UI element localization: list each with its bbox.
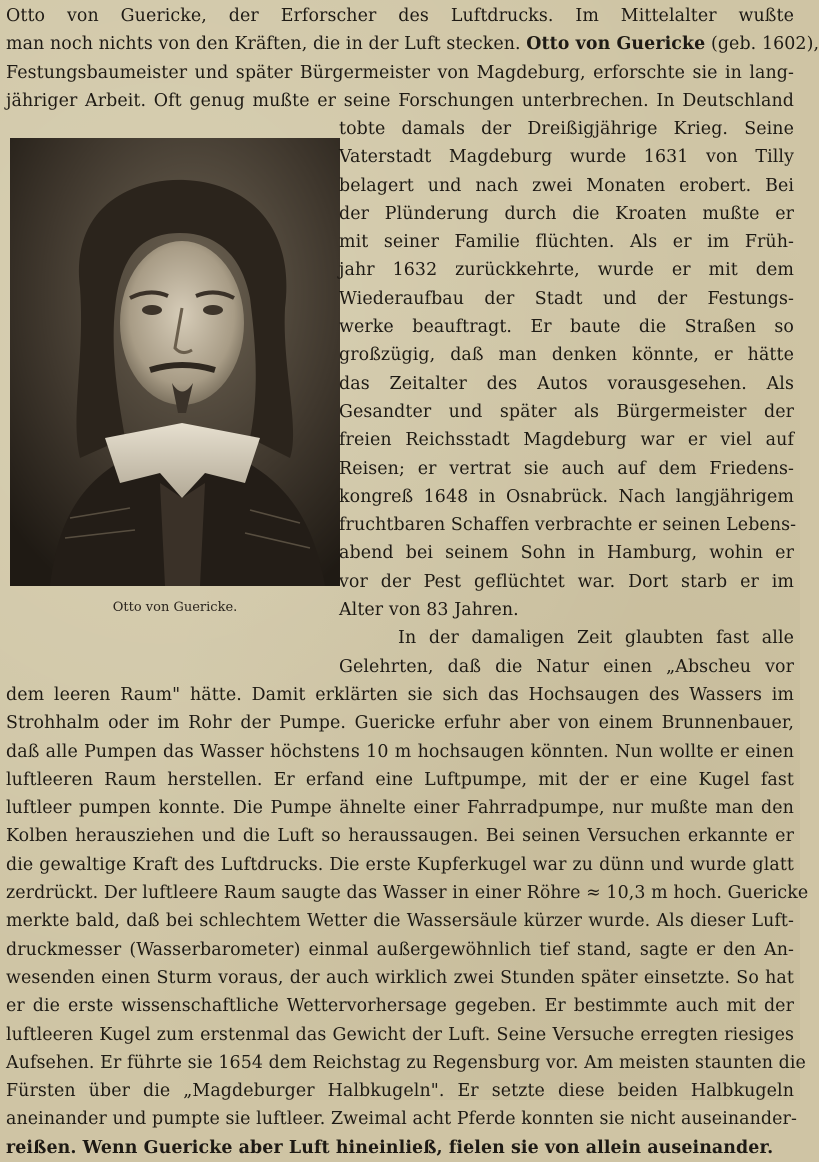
text-segment: jähriger Arbeit. Oft genug mußte er seine Forschungen unterbrechen. In Deutschland xyxy=(6,90,794,111)
text-segment: zerdrückt. Der luftleere Raum saugte das Wasser in einer Röhre ≈ 10,3 m hoch. Guericke xyxy=(6,883,809,904)
text-line: vor der Pest geflüchtet war. Dort starb er im xyxy=(339,571,794,592)
text-segment: daß alle Pumpen das Wasser höchstens 10 m hochsaugen könnten. Nun wollte er einen xyxy=(6,741,794,762)
text-line: Reisen; er vertrat sie auch auf dem Friedens- xyxy=(339,458,794,479)
text-segment: merkte bald, daß bei schlechtem Wetter die Wassersäule kürzer wurde. Als dieser Luft- xyxy=(6,911,794,932)
text-segment: luftleeren Kugel zum erstenmal das Gewicht der Luft. Seine Versuche erregten riesiges xyxy=(6,1024,794,1045)
text-line: jahr 1632 zurückkehrte, wurde er mit dem xyxy=(339,260,794,281)
text-line xyxy=(6,766,794,794)
text-line: Alter von 83 Jahren. xyxy=(339,600,519,621)
text-segment: wesenden einen Sturm voraus, der auch wirklich zwei Stunden später einsetzte. So hat xyxy=(6,967,794,988)
text-segment: dem leeren Raum" hätte. Damit erklärten sie sich das Hochsaugen des Wassers im xyxy=(6,685,794,705)
text-line: freien Reichsstadt Magdeburg war er viel auf xyxy=(339,430,794,451)
text-block-beside-portrait xyxy=(6,115,797,681)
text-line xyxy=(6,794,794,822)
text-line xyxy=(6,59,794,87)
text-line xyxy=(6,822,794,850)
text-line xyxy=(6,1021,794,1049)
text-segment: luftleer pumpen konnte. Die Pumpe ähnelte einer Fahrradpumpe, nur mußte man den xyxy=(6,798,794,819)
text-line: Wiederaufbau der Stadt und der Festungs- xyxy=(339,288,794,309)
text-line: Gelehrten, daß die Natur einen „Abscheu vor xyxy=(339,656,794,677)
text-line xyxy=(6,2,794,30)
text-segment: Strohhalm oder im Rohr der Pumpe. Guericke erfuhr aber von einem Brunnenbauer, xyxy=(6,713,794,734)
text-segment: Festungsbaumeister und später Bürgermeister von Magdeburg, erforschte sie in lang- xyxy=(6,62,794,83)
text-line xyxy=(6,709,794,737)
text-line xyxy=(6,87,794,115)
text-line xyxy=(6,1134,794,1162)
text-line xyxy=(6,681,794,709)
text-block-bottom xyxy=(6,681,809,1162)
text-line: tobte damals der Dreißigjährige Krieg. Seine xyxy=(339,119,794,139)
text-line xyxy=(6,1105,797,1133)
text-segment: (geb. 1602), xyxy=(705,34,819,55)
text-line: fruchtbaren Schaffen verbrachte er seinen Lebens- xyxy=(339,515,797,536)
portrait-caption: Otto von Guericke. xyxy=(112,600,238,615)
text-segment: er die erste wissenschaftliche Wettervorhersage gegeben. Er bestimmte auch mit der xyxy=(6,996,794,1017)
text-segment: Otto von Guericke xyxy=(526,34,706,55)
text-segment: aneinander und pumpte sie luftleer. Zweimal acht Pferde konnten sie nicht auseinander- xyxy=(6,1109,797,1130)
text-line: das Zeitalter des Autos vorausgesehen. Als xyxy=(339,373,794,394)
text-line: werke beauftragt. Er baute die Straßen so xyxy=(339,317,794,338)
text-segment: luftleeren Raum herstellen. Er erfand eine Luftpumpe, mit der er eine Kugel fast xyxy=(6,769,794,790)
text-line xyxy=(6,1049,806,1077)
text-line xyxy=(6,964,794,992)
text-segment: die gewaltige Kraft des Luftdrucks. Die erste Kupferkugel war zu dünn und wurde glatt xyxy=(6,854,794,875)
text-line: der Plünderung durch die Kroaten mußte er xyxy=(339,203,794,224)
text-line: Gesandter und später als Bürgermeister der xyxy=(339,401,794,422)
text-line xyxy=(6,1077,794,1105)
text-line: In der damaligen Zeit glaubten fast alle xyxy=(398,628,794,649)
text-line: kongreß 1648 in Osnabrück. Nach langjährigem xyxy=(339,486,794,507)
text-line: belagert und nach zwei Monaten erobert. Bei xyxy=(339,175,794,196)
text-segment: Otto von Guericke, der Erforscher des Luftdrucks. Im Mittelalter wußte xyxy=(6,6,794,26)
text-line: großzügig, daß man denken könnte, er hätte xyxy=(339,345,794,366)
text-segment: Fürsten über die „Magdeburger Halbkugeln". Er setzte diese beiden Halbkugeln xyxy=(6,1081,794,1102)
text-segment: reißen. Wenn Guericke aber Luft hineinließ, fielen sie von allein auseinander. xyxy=(6,1137,774,1158)
text-segment: man noch nichts von den Kräften, die in der Luft stecken. xyxy=(6,34,527,55)
text-line: mit seiner Familie flüchten. Als er im Früh- xyxy=(339,232,794,253)
text-line xyxy=(6,738,794,766)
text-line xyxy=(6,992,794,1020)
text-segment: Aufsehen. Er führte sie 1654 dem Reichstag zu Regensburg vor. Am meisten staunten die xyxy=(6,1052,806,1073)
text-line xyxy=(6,907,794,935)
text-block-top xyxy=(6,2,819,115)
text-line: abend bei seinem Sohn in Hamburg, wohin er xyxy=(339,543,794,564)
text-line xyxy=(6,30,819,58)
text-segment: Kolben herausziehen und die Luft so heraussaugen. Bei seinen Versuchen erkannte er xyxy=(6,826,794,847)
text-segment: druckmesser (Wasserbarometer) einmal außergewöhnlich tief stand, sagte er den An- xyxy=(6,939,794,960)
text-line xyxy=(6,879,809,907)
text-line: Vaterstadt Magdeburg wurde 1631 von Tilly xyxy=(339,147,794,168)
text-line xyxy=(6,936,794,964)
text-line xyxy=(6,851,794,879)
